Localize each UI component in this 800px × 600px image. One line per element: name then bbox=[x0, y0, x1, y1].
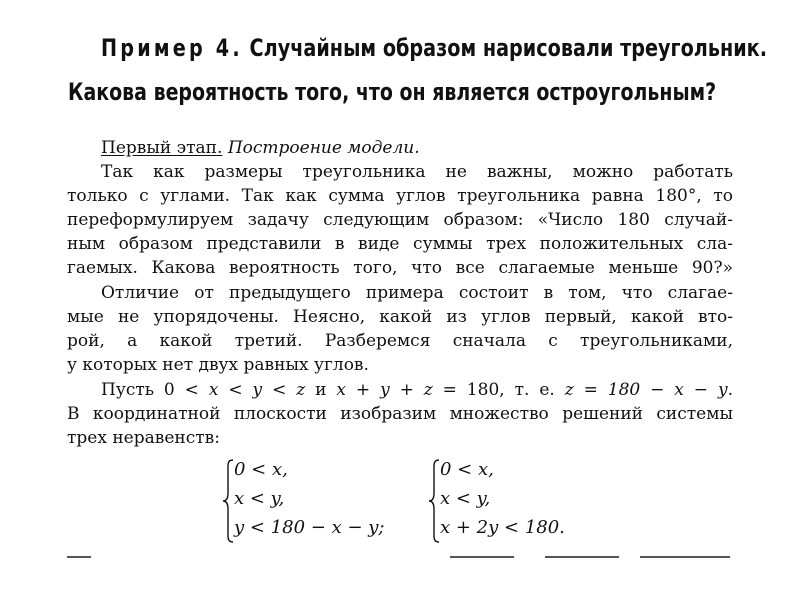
math-var: z bbox=[296, 380, 306, 400]
example-title-text: Случайным образом нарисовали треугольник. bbox=[242, 34, 768, 62]
left-brace-icon bbox=[428, 459, 440, 543]
stage-label: Первый этап. bbox=[101, 138, 223, 158]
inequality-system-1 bbox=[222, 455, 422, 547]
system-row: 0 < x, bbox=[440, 459, 494, 480]
text-fragment: Пусть 0 < bbox=[101, 380, 209, 400]
example-title-line2: Какова вероятность того, что он является остроугольным? bbox=[68, 78, 717, 106]
system-row: x + 2y < 180. bbox=[440, 517, 565, 538]
system-rows bbox=[440, 455, 565, 542]
paragraph1-line: переформулируем задачу следующим образом: «Число 180 случай- bbox=[67, 210, 733, 230]
paragraph1-line: Так как размеры треугольника не важны, можно работать bbox=[101, 162, 733, 182]
system-row: y < 180 − x − y; bbox=[234, 517, 385, 538]
system-rows bbox=[234, 455, 385, 542]
stage-heading bbox=[101, 138, 733, 158]
paragraph2-line: рой, а какой третий. Разберемся сначала с треугольниками, bbox=[67, 331, 733, 351]
left-brace-icon bbox=[222, 459, 234, 543]
paragraph2-line: у которых нет двух равных углов. bbox=[67, 355, 369, 375]
system-row: x < y, bbox=[440, 488, 491, 509]
math-var: x bbox=[208, 380, 219, 400]
system-row: 0 < x, bbox=[234, 459, 288, 480]
text-fragment: . bbox=[727, 380, 733, 400]
text-fragment: < bbox=[262, 380, 297, 400]
cutoff-line bbox=[67, 552, 733, 562]
stage-sublabel: Построение модели. bbox=[227, 138, 420, 158]
paragraph2-line: Отличие от предыдущего примера состоит в том, что слагае- bbox=[101, 283, 733, 303]
text-fragment: = 180, т. е. bbox=[432, 380, 565, 400]
inequality-system-2 bbox=[428, 455, 628, 547]
math-var: y bbox=[252, 380, 263, 400]
system-row: x < y, bbox=[234, 488, 285, 509]
paragraph3-line2: В координатной плоскости изобразим множество решений системы bbox=[67, 404, 733, 424]
paragraph2-line: мые не упорядочены. Неясно, какой из углов первый, какой вто- bbox=[67, 307, 733, 327]
paragraph1-line: только с углами. Так как сумма углов треугольника равна 180°, то bbox=[67, 186, 733, 206]
example-title-line1 bbox=[101, 36, 767, 60]
text-fragment: и bbox=[305, 380, 337, 400]
example-label: Пример 4. bbox=[101, 34, 243, 62]
paragraph3-line1 bbox=[101, 380, 733, 400]
math-expression: z = 180 − x − y bbox=[564, 380, 728, 400]
math-expression: x + y + z bbox=[336, 380, 433, 400]
text-fragment: < bbox=[218, 380, 253, 400]
paragraph1-line: ным образом представили в виде суммы трех положительных сла- bbox=[67, 234, 733, 254]
paragraph3-line3: трех неравенств: bbox=[67, 428, 220, 448]
paragraph1-line: гаемых. Какова вероятность того, что все слагаемые меньше 90?» bbox=[67, 258, 733, 278]
